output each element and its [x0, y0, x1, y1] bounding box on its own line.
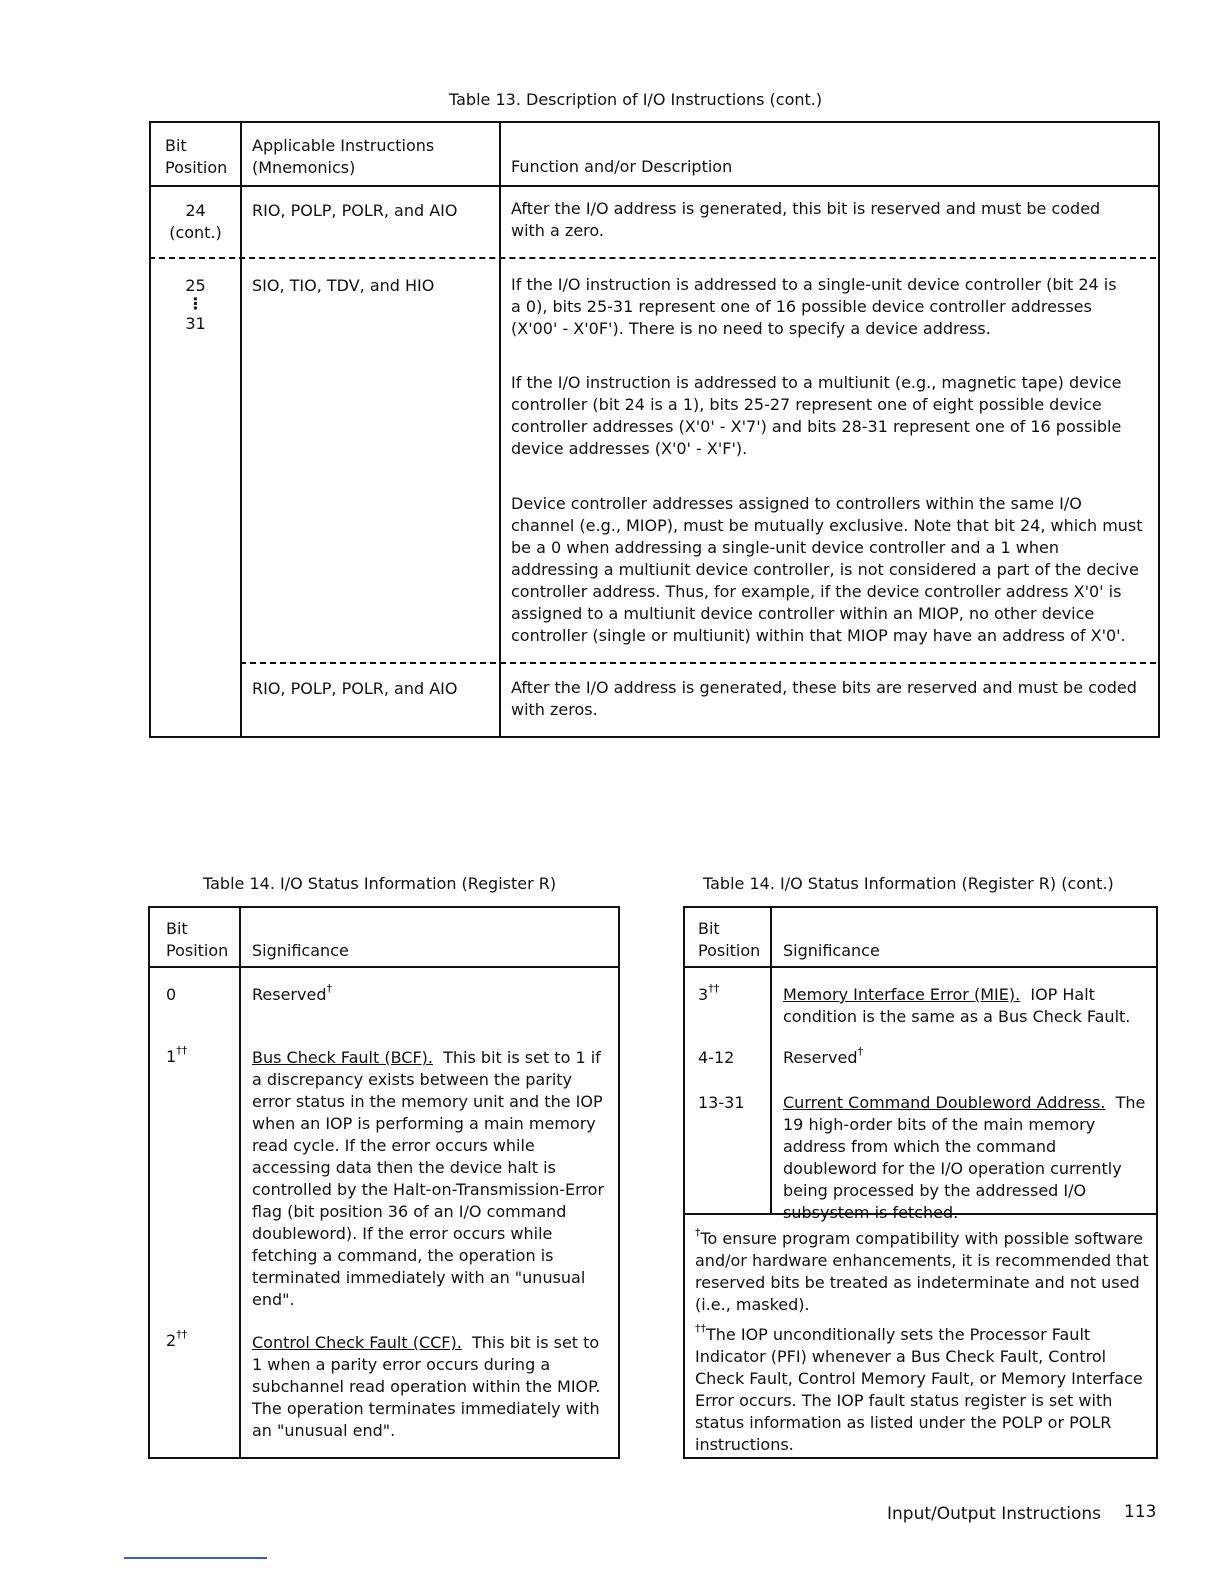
footnote-dagger: †To ensure program compatibility with possible software and/or hardware enhancements, it is recommended that reserved bits be treated as indeterminate and not used (i.e., masked).: [695, 1226, 1149, 1314]
table14-left-header-bit: Bit Position: [166, 919, 229, 960]
footnote-double-dagger: ††The IOP unconditionally sets the Processor Fault Indicator (PFI) whenever a Bus Check Fault, Control Check Fault, Control Memory Fault, or Memory Interface Error occurs. The IOP fault status register is set with status information as listed under the POLP or POLR instructions.: [695, 1322, 1143, 1454]
bit-0: 0: [166, 985, 177, 1004]
bit-1-significance: Bus Check Fault (BCF). This bit is set to 1 if a discrepancy exists between the parity error status in the memory unit and the IOP when an IOP is performing a main memory read cycle. If the error occurs while accessing data then the device halt is controlled by the Halt-on-Transmission-Error flag (bit position 36 of an I/O command doubleword). If the error occurs while fetching a command, the operation is terminated immediately with an "unusual end".: [252, 1048, 605, 1309]
table13-header-bit: Bit Position: [165, 136, 228, 177]
bit-1: 1††: [166, 1044, 188, 1066]
row-separator-dashed: [149, 257, 1156, 259]
table14-right-header-rule: [685, 966, 1156, 968]
bit-2-significance: Control Check Fault (CCF). This bit is set to 1 when a parity error occurs during a subchannel read operation within the MIOP. The operation terminates immediately with an "unusual end".: [252, 1333, 601, 1440]
bit-0-significance: Reserved†: [252, 982, 332, 1004]
table13: [149, 121, 1160, 738]
table13-header-function: Function and/or Description: [511, 157, 733, 176]
vertical-ellipsis-icon: ⋮: [187, 294, 204, 313]
bit-3-significance: Memory Interface Error (MIE). IOP Halt condition is the same as a Bus Check Fault.: [783, 985, 1131, 1026]
row24-bit: 24 (cont.): [169, 201, 222, 242]
table14-right-header-significance: Significance: [783, 941, 880, 960]
row25-mnemonics: SIO, TIO, TDV, and HIO: [252, 276, 435, 295]
table13-header-rule: [151, 185, 1158, 187]
table14-left-col-divider: [239, 908, 241, 1457]
row24-mnemonics: RIO, POLP, POLR, and AIO: [252, 201, 458, 220]
table14-right-col-divider: [770, 908, 772, 1213]
bits-13-31: 13-31: [698, 1093, 745, 1112]
table13-col-divider: [240, 123, 242, 736]
row25-mnemonics-2: RIO, POLP, POLR, and AIO: [252, 679, 458, 698]
bits-4-12: 4-12: [698, 1048, 735, 1067]
table14-left-header-rule: [150, 966, 618, 968]
table14-left: [148, 906, 620, 1459]
table13-caption: Table 13. Description of I/O Instructions (cont.): [449, 90, 823, 109]
bottom-rule: [124, 1557, 267, 1559]
table14-left-caption: Table 14. I/O Status Information (Register R): [203, 874, 557, 893]
table13-col-divider: [499, 123, 501, 736]
table14-right-header-bit: Bit Position: [698, 919, 761, 960]
table14-left-header-significance: Significance: [252, 941, 349, 960]
bit-2: 2††: [166, 1328, 188, 1350]
bits-4-12-significance: Reserved†: [783, 1045, 863, 1067]
row25-bit-range: 25 ⋮ 31: [151, 275, 240, 335]
row25-paragraph-1: If the I/O instruction is addressed to a single-unit device controller (bit 24 is a 0), bits 25-31 represent one of 16 possible device controller addresses (X'00' - X'0F'). There is no need to specify a device address.: [511, 275, 1117, 338]
footer-section-title: Input/Output Instructions: [887, 1504, 1102, 1524]
row24-description: After the I/O address is generated, this bit is reserved and must be coded with a zero.: [511, 199, 1101, 240]
row25-description-2: After the I/O address is generated, these bits are reserved and must be coded with zeros.: [511, 678, 1137, 719]
bit-3: 3††: [698, 982, 720, 1004]
subrow-separator-dashed: [240, 662, 1156, 664]
table14-right: [683, 906, 1158, 1459]
row25-paragraph-3: Device controller addresses assigned to controllers within the same I/O channel (e.g., MIOP), must be mutually exclusive. Note that bit 24, which must be a 0 when addressing a single-unit device controller and a 1 when addressing a multiunit device controller, is not considered a part of the decive controller address. Thus, for example, if the device controller address X'0' is assigned to a multiunit device controller within an MIOP, no other device controller (single or multiunit) within that MIOP may have an address of X'0'.: [511, 494, 1143, 645]
page-number: 113: [1124, 1502, 1157, 1522]
bits-13-31-significance: Current Command Doubleword Address. The 19 high-order bits of the main memory address from which the command doubleword for the I/O operation currently being processed by the addressed I/O subsystem is fetched.: [783, 1093, 1146, 1222]
row25-paragraph-2: If the I/O instruction is addressed to a multiunit (e.g., magnetic tape) device controller (bit 24 is a 1), bits 25-27 represent one of eight possible device controller addresses (X'0' - X'7') and bits 28-31 represent one of 16 possible device addresses (X'0' - X'F').: [511, 373, 1122, 458]
table13-header-mnemonics: Applicable Instructions (Mnemonics): [252, 136, 435, 177]
table14-right-caption: Table 14. I/O Status Information (Register R) (cont.): [703, 874, 1114, 893]
